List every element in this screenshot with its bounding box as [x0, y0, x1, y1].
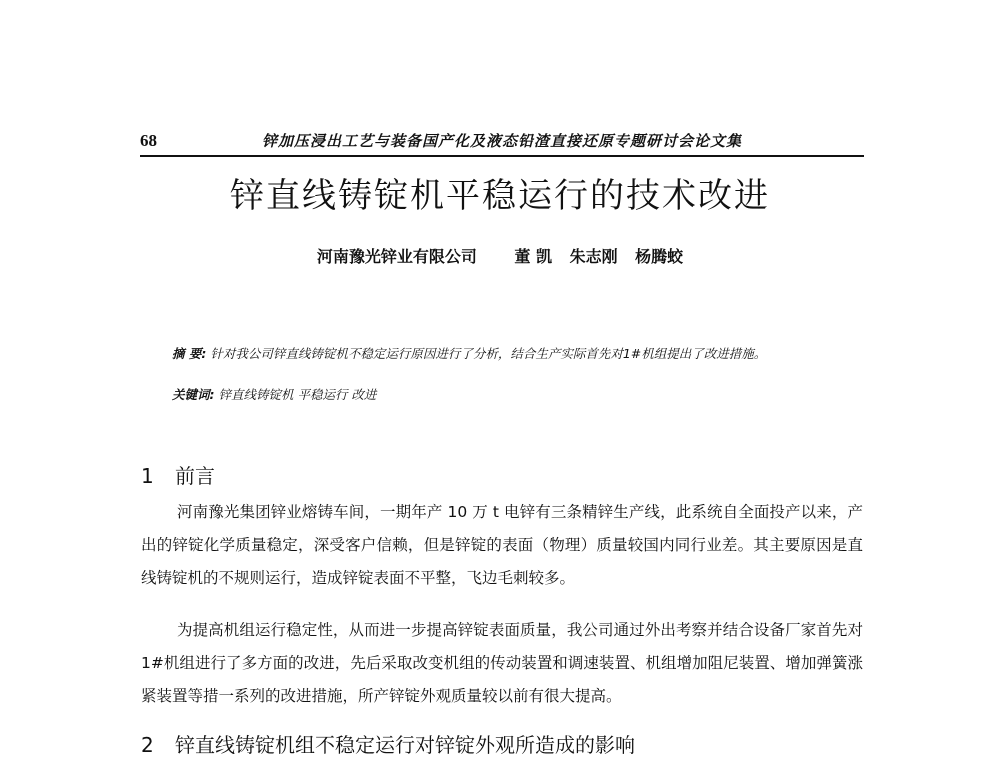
journal-title: 锌加压浸出工艺与装备国产化及液态铅渣直接还原专题研讨会论文集 [261, 132, 742, 150]
abstract-text: 针对我公司锌直线铸锭机不稳定运行原因进行了分析，结合生产实际首先对1#机组提出了改进措施。 [210, 346, 767, 361]
affiliation: 河南豫光锌业有限公司 [316, 247, 477, 266]
abstract-label: 摘 要: [172, 346, 207, 361]
section-number: 2 [141, 733, 154, 757]
section-heading [141, 729, 635, 758]
section-number: 1 [141, 464, 154, 488]
section-title: 锌直线铸锭机组不稳定运行对锌锭外观所造成的影响 [175, 733, 635, 757]
author-3: 杨腾蛟 [635, 247, 684, 266]
author-2: 朱志刚 [569, 247, 618, 266]
keywords [172, 385, 872, 403]
author-1: 董 凯 [514, 247, 552, 266]
keywords-label: 关键词: [172, 387, 215, 402]
paragraph: 河南豫光集团锌业熔铸车间，一期年产 10 万 t 电锌有三条精锌生产线，此系统自全面投产以来，产出的锌锭化学质量稳定，深受客户信赖，但是锌锭的表面（物理）质量较国内同行业差。其主要原因是直线铸锭机的不规则运行，造成锌锭表面不平整，飞边毛刺较多。 [141, 503, 863, 587]
section-heading [141, 460, 215, 489]
paragraph: 为提高机组运行稳定性，从而进一步提高锌锭表面质量，我公司通过外出考察并结合设备厂家首先对 1#机组进行了多方面的改进，先后采取改变机组的传动装置和调速装置、机组增加阻尼装置、增加弹簧涨紧装置等措一系列的改进措施，所产锌锭外观质量较以前有很大提高。 [141, 621, 863, 705]
paper-title: 锌直线铸锭机平稳运行的技术改进 [230, 176, 770, 216]
keywords-text: 锌直线铸锭机 平稳运行 改进 [218, 387, 377, 402]
page-number: 68 [140, 131, 157, 150]
author-line [0, 244, 1000, 267]
running-header [140, 130, 864, 157]
abstract [172, 344, 872, 362]
section-title: 前言 [175, 464, 215, 488]
